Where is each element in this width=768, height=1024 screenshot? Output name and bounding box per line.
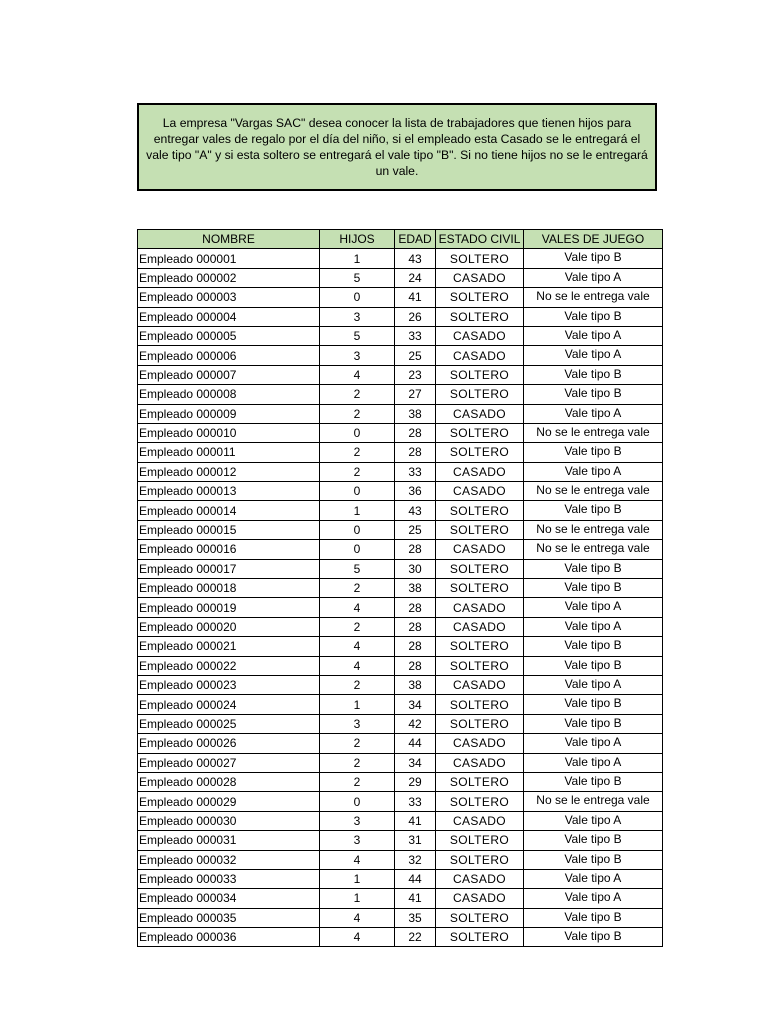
cell-vale: Vale tipo A	[524, 617, 663, 636]
cell-estado-civil: SOLTERO	[436, 831, 524, 850]
cell-vale: Vale tipo A	[524, 326, 663, 345]
cell-hijos: 2	[320, 753, 395, 772]
table-row	[138, 443, 663, 462]
table-row	[138, 811, 663, 830]
cell-edad: 38	[395, 675, 436, 694]
table-row	[138, 675, 663, 694]
cell-vale: Vale tipo B	[524, 385, 663, 404]
cell-hijos: 5	[320, 268, 395, 287]
cell-vale: No se le entrega vale	[524, 792, 663, 811]
cell-estado-civil: CASADO	[436, 811, 524, 830]
cell-vale: Vale tipo A	[524, 598, 663, 617]
cell-estado-civil: CASADO	[436, 482, 524, 501]
cell-estado-civil: CASADO	[436, 346, 524, 365]
cell-estado-civil: SOLTERO	[436, 850, 524, 869]
cell-edad: 36	[395, 482, 436, 501]
cell-estado-civil: CASADO	[436, 869, 524, 888]
cell-nombre: Empleado 000007	[138, 365, 320, 384]
cell-nombre: Empleado 000032	[138, 850, 320, 869]
cell-estado-civil: SOLTERO	[436, 249, 524, 268]
cell-estado-civil: CASADO	[436, 326, 524, 345]
table-row	[138, 268, 663, 287]
cell-edad: 24	[395, 268, 436, 287]
cell-nombre: Empleado 000009	[138, 404, 320, 423]
table-row	[138, 656, 663, 675]
cell-nombre: Empleado 000033	[138, 869, 320, 888]
cell-hijos: 1	[320, 889, 395, 908]
cell-edad: 33	[395, 792, 436, 811]
table-row	[138, 559, 663, 578]
cell-hijos: 2	[320, 385, 395, 404]
cell-estado-civil: CASADO	[436, 404, 524, 423]
cell-nombre: Empleado 000016	[138, 540, 320, 559]
cell-estado-civil: SOLTERO	[436, 792, 524, 811]
cell-edad: 27	[395, 385, 436, 404]
cell-edad: 34	[395, 695, 436, 714]
header-edad: EDAD	[395, 230, 436, 249]
cell-vale: Vale tipo B	[524, 714, 663, 733]
cell-edad: 35	[395, 908, 436, 927]
cell-edad: 26	[395, 307, 436, 326]
cell-edad: 28	[395, 423, 436, 442]
cell-edad: 43	[395, 249, 436, 268]
cell-nombre: Empleado 000008	[138, 385, 320, 404]
table-row	[138, 423, 663, 442]
table-row	[138, 714, 663, 733]
cell-vale: Vale tipo A	[524, 869, 663, 888]
cell-edad: 28	[395, 637, 436, 656]
cell-nombre: Empleado 000022	[138, 656, 320, 675]
cell-vale: Vale tipo B	[524, 365, 663, 384]
cell-nombre: Empleado 000014	[138, 501, 320, 520]
table-row	[138, 850, 663, 869]
header-vales-de-juego: VALES DE JUEGO	[524, 230, 663, 249]
cell-vale: Vale tipo B	[524, 831, 663, 850]
table-row	[138, 482, 663, 501]
cell-nombre: Empleado 000030	[138, 811, 320, 830]
cell-edad: 28	[395, 443, 436, 462]
cell-vale: Vale tipo B	[524, 772, 663, 791]
cell-nombre: Empleado 000024	[138, 695, 320, 714]
cell-estado-civil: CASADO	[436, 889, 524, 908]
table-row	[138, 249, 663, 268]
cell-hijos: 3	[320, 346, 395, 365]
cell-hijos: 2	[320, 675, 395, 694]
cell-hijos: 2	[320, 443, 395, 462]
cell-hijos: 4	[320, 656, 395, 675]
cell-edad: 28	[395, 598, 436, 617]
cell-estado-civil: SOLTERO	[436, 714, 524, 733]
table-row	[138, 326, 663, 345]
cell-vale: Vale tipo A	[524, 675, 663, 694]
cell-hijos: 2	[320, 404, 395, 423]
cell-vale: No se le entrega vale	[524, 520, 663, 539]
cell-nombre: Empleado 000034	[138, 889, 320, 908]
cell-estado-civil: CASADO	[436, 598, 524, 617]
cell-nombre: Empleado 000011	[138, 443, 320, 462]
cell-nombre: Empleado 000028	[138, 772, 320, 791]
cell-estado-civil: SOLTERO	[436, 365, 524, 384]
cell-vale: No se le entrega vale	[524, 288, 663, 307]
cell-vale: Vale tipo B	[524, 443, 663, 462]
table-row	[138, 772, 663, 791]
cell-vale: Vale tipo B	[524, 559, 663, 578]
cell-vale: Vale tipo A	[524, 889, 663, 908]
cell-nombre: Empleado 000006	[138, 346, 320, 365]
cell-edad: 29	[395, 772, 436, 791]
cell-edad: 25	[395, 520, 436, 539]
cell-hijos: 5	[320, 326, 395, 345]
cell-vale: Vale tipo B	[524, 850, 663, 869]
cell-hijos: 4	[320, 637, 395, 656]
cell-edad: 41	[395, 288, 436, 307]
cell-vale: Vale tipo A	[524, 268, 663, 287]
cell-nombre: Empleado 000023	[138, 675, 320, 694]
cell-estado-civil: CASADO	[436, 540, 524, 559]
cell-vale: Vale tipo A	[524, 404, 663, 423]
cell-nombre: Empleado 000017	[138, 559, 320, 578]
cell-estado-civil: CASADO	[436, 734, 524, 753]
table-row	[138, 617, 663, 636]
cell-edad: 38	[395, 579, 436, 598]
table-body	[138, 249, 663, 947]
cell-hijos: 1	[320, 695, 395, 714]
cell-edad: 38	[395, 404, 436, 423]
cell-edad: 31	[395, 831, 436, 850]
cell-estado-civil: SOLTERO	[436, 656, 524, 675]
cell-estado-civil: SOLTERO	[436, 928, 524, 947]
table-row	[138, 307, 663, 326]
table-row	[138, 501, 663, 520]
table-row	[138, 365, 663, 384]
description-box	[137, 103, 657, 191]
cell-nombre: Empleado 000018	[138, 579, 320, 598]
cell-estado-civil: SOLTERO	[436, 772, 524, 791]
header-nombre: NOMBRE	[138, 230, 320, 249]
cell-estado-civil: SOLTERO	[436, 908, 524, 927]
cell-hijos: 5	[320, 559, 395, 578]
cell-vale: Vale tipo B	[524, 249, 663, 268]
cell-hijos: 2	[320, 734, 395, 753]
cell-vale: Vale tipo B	[524, 908, 663, 927]
cell-edad: 32	[395, 850, 436, 869]
cell-edad: 22	[395, 928, 436, 947]
cell-vale: Vale tipo A	[524, 346, 663, 365]
cell-estado-civil: SOLTERO	[436, 637, 524, 656]
table-row	[138, 598, 663, 617]
employees-table	[137, 229, 663, 947]
cell-hijos: 1	[320, 501, 395, 520]
cell-nombre: Empleado 000015	[138, 520, 320, 539]
cell-nombre: Empleado 000013	[138, 482, 320, 501]
cell-hijos: 3	[320, 714, 395, 733]
cell-estado-civil: SOLTERO	[436, 423, 524, 442]
cell-nombre: Empleado 000004	[138, 307, 320, 326]
cell-hijos: 1	[320, 869, 395, 888]
cell-nombre: Empleado 000005	[138, 326, 320, 345]
cell-edad: 33	[395, 326, 436, 345]
cell-vale: Vale tipo A	[524, 753, 663, 772]
cell-estado-civil: SOLTERO	[436, 695, 524, 714]
cell-estado-civil: CASADO	[436, 753, 524, 772]
table-row	[138, 404, 663, 423]
cell-vale: Vale tipo B	[524, 579, 663, 598]
table-row	[138, 462, 663, 481]
cell-edad: 34	[395, 753, 436, 772]
cell-nombre: Empleado 000019	[138, 598, 320, 617]
cell-hijos: 0	[320, 482, 395, 501]
cell-vale: Vale tipo B	[524, 928, 663, 947]
table-row	[138, 928, 663, 947]
cell-estado-civil: SOLTERO	[436, 307, 524, 326]
cell-hijos: 2	[320, 617, 395, 636]
cell-edad: 41	[395, 811, 436, 830]
cell-edad: 41	[395, 889, 436, 908]
table-row	[138, 753, 663, 772]
cell-edad: 25	[395, 346, 436, 365]
cell-nombre: Empleado 000002	[138, 268, 320, 287]
header-estado-civil: ESTADO CIVIL	[436, 230, 524, 249]
cell-estado-civil: SOLTERO	[436, 501, 524, 520]
table-row	[138, 889, 663, 908]
cell-edad: 33	[395, 462, 436, 481]
table-row	[138, 637, 663, 656]
cell-vale: Vale tipo B	[524, 307, 663, 326]
cell-nombre: Empleado 000025	[138, 714, 320, 733]
table-row	[138, 695, 663, 714]
table-row	[138, 579, 663, 598]
cell-edad: 44	[395, 869, 436, 888]
cell-hijos: 0	[320, 288, 395, 307]
cell-hijos: 4	[320, 850, 395, 869]
cell-nombre: Empleado 000003	[138, 288, 320, 307]
cell-estado-civil: SOLTERO	[436, 443, 524, 462]
cell-hijos: 0	[320, 423, 395, 442]
table-row	[138, 734, 663, 753]
cell-estado-civil: SOLTERO	[436, 559, 524, 578]
cell-hijos: 4	[320, 598, 395, 617]
cell-nombre: Empleado 000021	[138, 637, 320, 656]
cell-vale: Vale tipo B	[524, 501, 663, 520]
table-row	[138, 520, 663, 539]
cell-edad: 28	[395, 656, 436, 675]
cell-hijos: 2	[320, 579, 395, 598]
cell-vale: No se le entrega vale	[524, 540, 663, 559]
cell-edad: 28	[395, 617, 436, 636]
cell-edad: 44	[395, 734, 436, 753]
table-row	[138, 385, 663, 404]
cell-nombre: Empleado 000020	[138, 617, 320, 636]
cell-vale: No se le entrega vale	[524, 482, 663, 501]
cell-vale: Vale tipo B	[524, 656, 663, 675]
cell-nombre: Empleado 000026	[138, 734, 320, 753]
cell-vale: No se le entrega vale	[524, 423, 663, 442]
cell-vale: Vale tipo B	[524, 695, 663, 714]
cell-nombre: Empleado 000001	[138, 249, 320, 268]
cell-edad: 28	[395, 540, 436, 559]
cell-nombre: Empleado 000027	[138, 753, 320, 772]
cell-estado-civil: SOLTERO	[436, 520, 524, 539]
cell-hijos: 4	[320, 928, 395, 947]
cell-vale: Vale tipo B	[524, 637, 663, 656]
cell-nombre: Empleado 000012	[138, 462, 320, 481]
cell-hijos: 1	[320, 249, 395, 268]
cell-estado-civil: SOLTERO	[436, 288, 524, 307]
cell-vale: Vale tipo A	[524, 811, 663, 830]
cell-nombre: Empleado 000036	[138, 928, 320, 947]
cell-hijos: 2	[320, 772, 395, 791]
table-header-row	[138, 230, 663, 249]
cell-nombre: Empleado 000031	[138, 831, 320, 850]
cell-vale: Vale tipo A	[524, 462, 663, 481]
table-row	[138, 908, 663, 927]
cell-nombre: Empleado 000035	[138, 908, 320, 927]
cell-estado-civil: CASADO	[436, 268, 524, 287]
cell-edad: 23	[395, 365, 436, 384]
cell-nombre: Empleado 000029	[138, 792, 320, 811]
cell-edad: 42	[395, 714, 436, 733]
cell-estado-civil: SOLTERO	[436, 579, 524, 598]
cell-hijos: 2	[320, 462, 395, 481]
cell-hijos: 3	[320, 307, 395, 326]
header-hijos: HIJOS	[320, 230, 395, 249]
cell-edad: 43	[395, 501, 436, 520]
table-row	[138, 831, 663, 850]
cell-hijos: 3	[320, 831, 395, 850]
cell-hijos: 0	[320, 540, 395, 559]
table-row	[138, 540, 663, 559]
cell-hijos: 0	[320, 792, 395, 811]
description-text: La empresa "Vargas SAC" desea conocer la lista de trabajadores que tienen hijos para entregar vales de regalo por el día del niño, si el empleado esta Casado se le entregará el vale tipo "A" y si esta soltero se entregará el vale tipo "B". Si no tiene hijos no se le entregará un vale.	[146, 116, 648, 178]
cell-estado-civil: SOLTERO	[436, 385, 524, 404]
cell-hijos: 4	[320, 908, 395, 927]
cell-vale: Vale tipo A	[524, 734, 663, 753]
cell-nombre: Empleado 000010	[138, 423, 320, 442]
table-row	[138, 346, 663, 365]
table-row	[138, 288, 663, 307]
cell-hijos: 4	[320, 365, 395, 384]
cell-estado-civil: CASADO	[436, 617, 524, 636]
cell-hijos: 0	[320, 520, 395, 539]
cell-hijos: 3	[320, 811, 395, 830]
cell-edad: 30	[395, 559, 436, 578]
cell-estado-civil: CASADO	[436, 462, 524, 481]
table-row	[138, 792, 663, 811]
cell-estado-civil: CASADO	[436, 675, 524, 694]
table-row	[138, 869, 663, 888]
